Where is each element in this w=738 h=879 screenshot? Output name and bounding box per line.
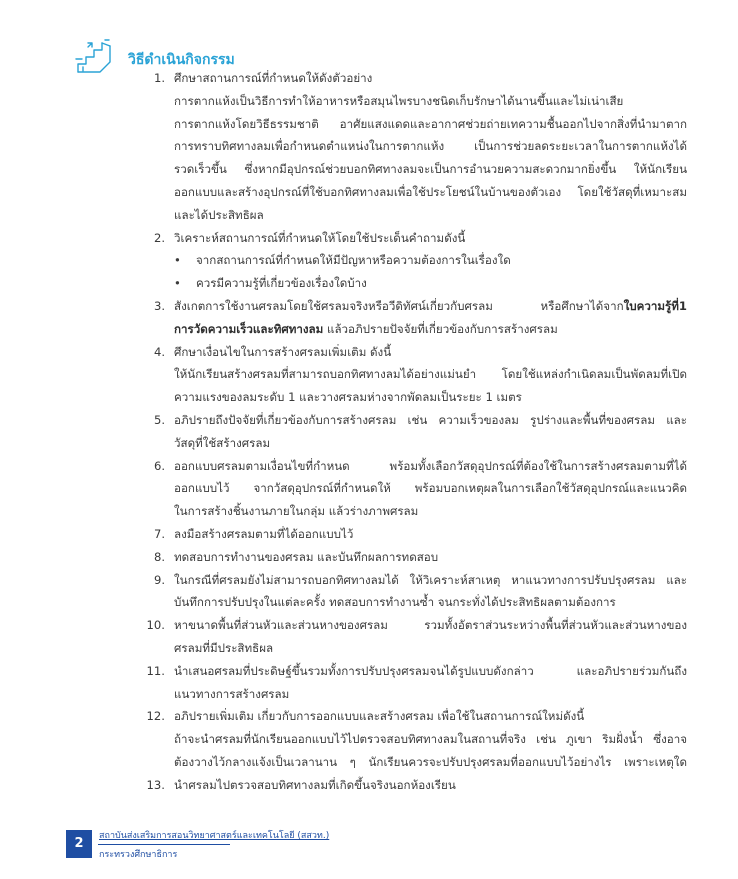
step-text: วิเคราะห์สถานการณ์ที่กำหนดให้โดยใช้ประเด็นคำถามดังนี้ <box>174 230 466 245</box>
step-8 <box>142 546 687 569</box>
step-text: ศรลมที่มีประสิทธิผล <box>174 640 274 655</box>
step-text: ให้นักเรียนสร้างศรลมที่สามารถบอกทิศทางลมได้อย่างแม่นยำ โดยใช้แหล่งกำเนิดลมเป็นพัดลมที่เปิด <box>174 367 687 382</box>
step-text: อภิปรายเพิ่มเติม เกี่ยวกับการออกแบบและสร้างศรลม เพื่อใช้ในสถานการณ์ใหม่ดังนี้ <box>174 709 585 724</box>
step-text: นำเสนอศรลมที่ประดิษฐ์ขึ้นรวมทั้งการปรับปรุงศรลมจนได้รูปแบบดังกล่าว และอภิปรายร่วมกันถึง <box>174 663 687 678</box>
bullet-item: • จากสถานการณ์ที่กำหนดให้มีปัญหาหรือความต้องการในเรื่องใด <box>174 249 687 272</box>
step-text: สังเกตการใช้งานศรลมโดยใช้ศรลมจริงหรือวีดิทัศน์เกี่ยวกับศรลม หรือศึกษาได้จากใบความรู้ที่1 <box>174 298 687 313</box>
step-text: ถ้าจะนำศรลมที่นักเรียนออกแบบไว้ไปตรวจสอบทิศทางลมในสถานที่จริง เช่น ภูเขา ริมฝั่งน้ำ ซึ่งอาจ <box>174 732 687 747</box>
bullet-item: • ควรมีความรู้ที่เกี่ยวข้องเรื่องใดบ้าง <box>174 272 687 295</box>
step-11 <box>142 660 687 706</box>
step-number: 13. <box>146 777 165 792</box>
bullet-list <box>174 249 687 295</box>
step-text: หาขนาดพื้นที่ส่วนหัวและส่วนหางของศรลม รวมทั้งอัตราส่วนระหว่างพื้นที่ส่วนหัวและส่วนหางของ <box>174 618 687 633</box>
step-text: วัสดุที่ใช้สร้างศรลม <box>174 435 271 450</box>
bullet-icon: • <box>174 276 181 291</box>
footer-divider <box>98 844 230 845</box>
bullet-icon: • <box>174 253 181 268</box>
step-number: 1. <box>153 71 165 85</box>
step-5 <box>142 409 687 455</box>
step-text: นำศรลมไปตรวจสอบทิศทางลมที่เกิดขึ้นจริงนอกห้องเรียน <box>174 777 456 792</box>
page-number: 2 <box>66 830 92 858</box>
step-number: 3. <box>153 298 165 313</box>
step-text: บันทึกการปรับปรุงในแต่ละครั้ง ทดสอบการทำงานซ้ำ จนกระทั่งได้ประสิทธิผลตามต้องการ <box>174 595 616 610</box>
step-text: ออกแบบศรลมตามเงื่อนไขที่กำหนด พร้อมทั้งเลือกวัสดุอุปกรณ์ที่ต้องใช้ในการสร้างศรลมตามที่ได้ <box>174 458 687 473</box>
step-text: รวดเร็วขึ้น ซึ่งหากมีอุปกรณ์ช่วยบอกทิศทางลมจะเป็นการอำนวยความสะดวกมากยิ่งขึ้น ให้นักเรียน <box>174 162 687 177</box>
step-9 <box>142 569 687 615</box>
step-number: 5. <box>153 412 165 427</box>
step-1 <box>142 67 687 227</box>
step-number: 12. <box>146 709 165 724</box>
step-text: ลงมือสร้างศรลมตามที่ได้ออกแบบไว้ <box>174 526 354 541</box>
step-10 <box>142 614 687 660</box>
step-number: 2. <box>153 230 165 245</box>
step-text: แนวทางการสร้างศรลม <box>174 686 290 701</box>
step-number: 9. <box>153 572 165 587</box>
step-6 <box>142 455 687 523</box>
step-text: ออกแบบและสร้างอุปกรณ์ที่ใช้บอกทิศทางลมเพื่อใช้ประโยชน์ในบ้านของตัวเอง โดยใช้วัสดุที่เหมาะสม <box>174 184 687 199</box>
step-text: ในการสร้างชิ้นงานภายในกลุ่ม แล้วร่างภาพศรลม <box>174 504 419 519</box>
section-title: วิธีดำเนินกิจกรรม <box>128 52 235 68</box>
step-3 <box>142 295 687 341</box>
step-13 <box>142 774 687 797</box>
step-number: 6. <box>153 458 165 473</box>
procedure-steps <box>142 67 687 797</box>
step-4 <box>142 341 687 409</box>
step-text: การตากแห้งเป็นวิธีการทำให้อาหารหรือสมุนไพรบางชนิดเก็บรักษาได้นานขึ้นและไม่เน่าเสีย <box>174 93 624 108</box>
step-text: ศึกษาสถานการณ์ที่กำหนดให้ดังตัวอย่าง <box>174 71 373 85</box>
footer-organization: สถาบันส่งเสริมการสอนวิทยาศาสตร์และเทคโนโลยี (สสวท.) <box>99 831 330 841</box>
step-number: 4. <box>153 344 165 359</box>
step-text: ความแรงของลมระดับ 1 และวางศรลมห่างจากพัดลมเป็นระยะ 1 เมตร <box>174 390 522 405</box>
step-number: 10. <box>146 618 165 633</box>
step-text: ทดสอบการทำงานของศรลม และบันทึกผลการทดสอบ <box>174 549 439 564</box>
step-7 <box>142 523 687 546</box>
stairs-diagram-icon <box>74 38 116 74</box>
step-text: ศึกษาเงื่อนไขในการสร้างศรลมเพิ่มเติม ดังนี้ <box>174 344 392 359</box>
step-number: 7. <box>153 526 165 541</box>
step-text: และได้ประสิทธิผล <box>174 207 264 222</box>
step-number: 8. <box>153 549 165 564</box>
step-text: อภิปรายถึงปัจจัยที่เกี่ยวข้องกับการสร้างศรลม เช่น ความเร็วของลม รูปร่างและพื้นที่ของศรลม และ <box>174 412 687 427</box>
step-2 <box>142 227 687 295</box>
step-12 <box>142 705 687 773</box>
step-number: 11. <box>146 663 165 678</box>
step-text: ออกแบบไว้ จากวัสดุอุปกรณ์ที่กำหนดให้ พร้อมบอกเหตุผลในการเลือกใช้วัสดุอุปกรณ์และแนวคิด <box>174 481 687 496</box>
step-text: ในกรณีที่ศรลมยังไม่สามารถบอกทิศทางลมได้ ให้วิเคราะห์สาเหตุ หาแนวทางการปรับปรุงศรลม และ <box>174 572 687 587</box>
footer-ministry: กระทรวงศึกษาธิการ <box>99 850 178 860</box>
worksheet-title: การวัดความเร็วและทิศทางลม <box>174 321 324 336</box>
step-text: การทราบทิศทางลมเพื่อกำหนดตำแหน่งในการตากแห้ง เป็นการช่วยลดระยะเวลาในการตากแห้งได้ <box>174 139 687 154</box>
step-text: การตากแห้งโดยวิธีธรรมชาติ อาศัยแสงแดดและอากาศช่วยถ่ายเทความชื้นออกไปจากสิ่งที่นำมาตาก <box>174 116 687 131</box>
step-text: ต้องวางไว้กลางแจ้งเป็นเวลานาน ๆ นักเรียนควรจะปรับปรุงศรลมที่ออกแบบไว้อย่างไร เพราะเหตุใด <box>174 754 687 769</box>
step-text: การวัดความเร็วและทิศทางลม แล้วอภิปรายปัจจัยที่เกี่ยวข้องกับการสร้างศรลม <box>174 321 558 336</box>
worksheet-reference: ใบความรู้ที่1 <box>623 298 687 313</box>
